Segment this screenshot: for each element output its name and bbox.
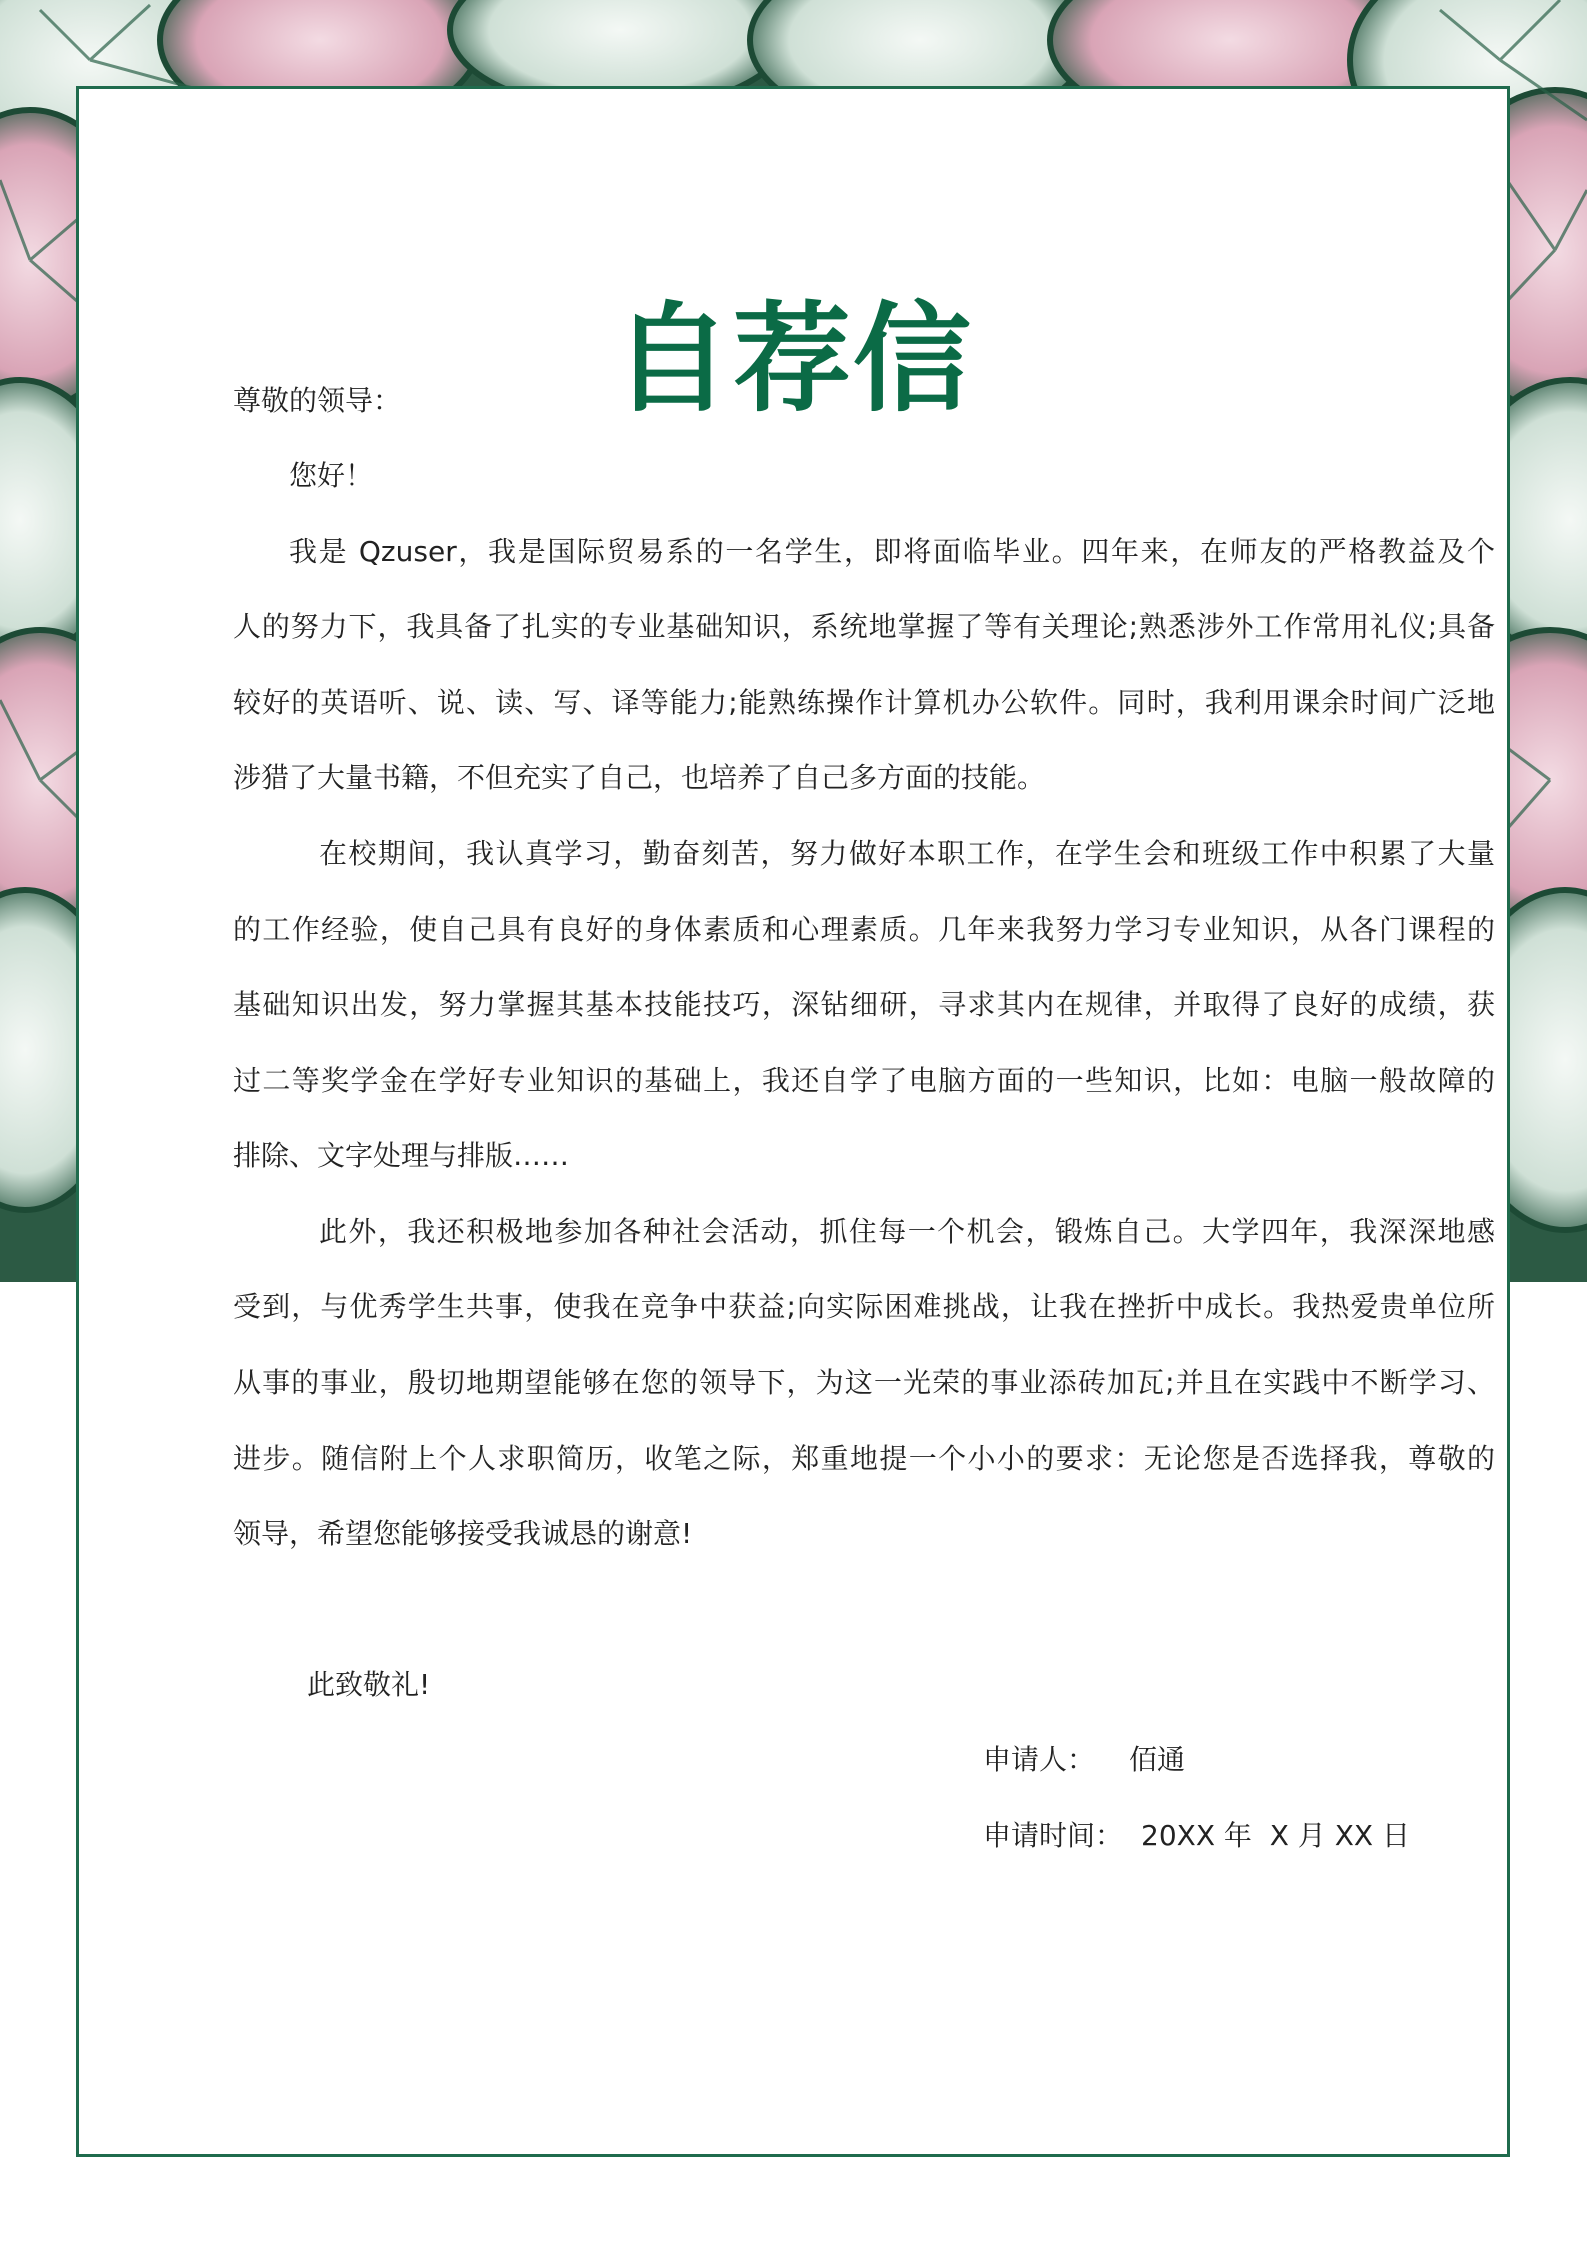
greeting: 尊敬的领导： <box>233 384 402 417</box>
paragraph-1-line: 涉猎了大量书籍，不但充实了自己，也培养了自己多方面的技能。 <box>233 761 1046 794</box>
date-line <box>983 1819 1410 1853</box>
letter-sheet <box>76 86 1510 2157</box>
paragraph-3-line: 进步。随信附上个人求职简历，收笔之际，郑重地提一个小小的要求：无论您是否选择我，尊敬的 <box>233 1442 1495 1475</box>
paragraph-2-line: 基础知识出发，努力掌握其基本技能技巧，深钻细研，寻求其内在规律，并取得了良好的成绩，获 <box>233 988 1495 1021</box>
paragraph-3-line: 此外，我还积极地参加各种社会活动，抓住每一个机会，锻炼自己。大学四年，我深深地感 <box>319 1215 1495 1248</box>
salutation: 您好！ <box>289 459 374 492</box>
date-label: 申请时间： <box>983 1819 1124 1852</box>
paragraph-1-line: 人的努力下，我具备了扎实的专业基础知识，系统地掌握了等有关理论;熟悉涉外工作常用礼仪;具备 <box>233 610 1495 643</box>
paragraph-3-line: 领导，希望您能够接受我诚恳的谢意! <box>233 1517 693 1550</box>
paragraph-2-line: 在校期间，我认真学习，勤奋刻苦，努力做好本职工作，在学生会和班级工作中积累了大量 <box>319 837 1495 870</box>
paragraph-1-line: 我是 Qzuser，我是国际贸易系的一名学生，即将面临毕业。四年来，在师友的严格教益及个 <box>289 535 1495 568</box>
paragraph-1-line: 较好的英语听、说、读、写、译等能力;能熟练操作计算机办公软件。同时，我利用课余时间广泛地 <box>233 686 1495 719</box>
paragraph-2-line: 过二等奖学金在学好专业知识的基础上，我还自学了电脑方面的一些知识，比如：电脑一般故障的 <box>233 1064 1495 1097</box>
letter-title: 自荐信 <box>612 290 973 428</box>
paragraph-3-line: 受到，与优秀学生共事，使我在竞争中获益;向实际困难挑战，让我在挫折中成长。我热爱贵单位所 <box>233 1290 1495 1323</box>
applicant-line <box>983 1743 1185 1777</box>
paragraph-2-line: 的工作经验，使自己具有良好的身体素质和心理素质。几年来我努力学习专业知识，从各门课程的 <box>233 913 1495 946</box>
paragraph-3-line: 从事的事业，殷切地期望能够在您的领导下，为这一光荣的事业添砖加瓦;并且在实践中不断学习、 <box>233 1366 1495 1399</box>
applicant-label: 申请人： <box>983 1743 1096 1776</box>
paragraph-2-line: 排除、文字处理与排版…… <box>233 1139 570 1172</box>
closing: 此致敬礼! <box>307 1668 431 1701</box>
date-value: 20XX 年 X 月 XX 日 <box>1141 1819 1410 1852</box>
applicant-name: 佰通 <box>1129 1743 1186 1776</box>
